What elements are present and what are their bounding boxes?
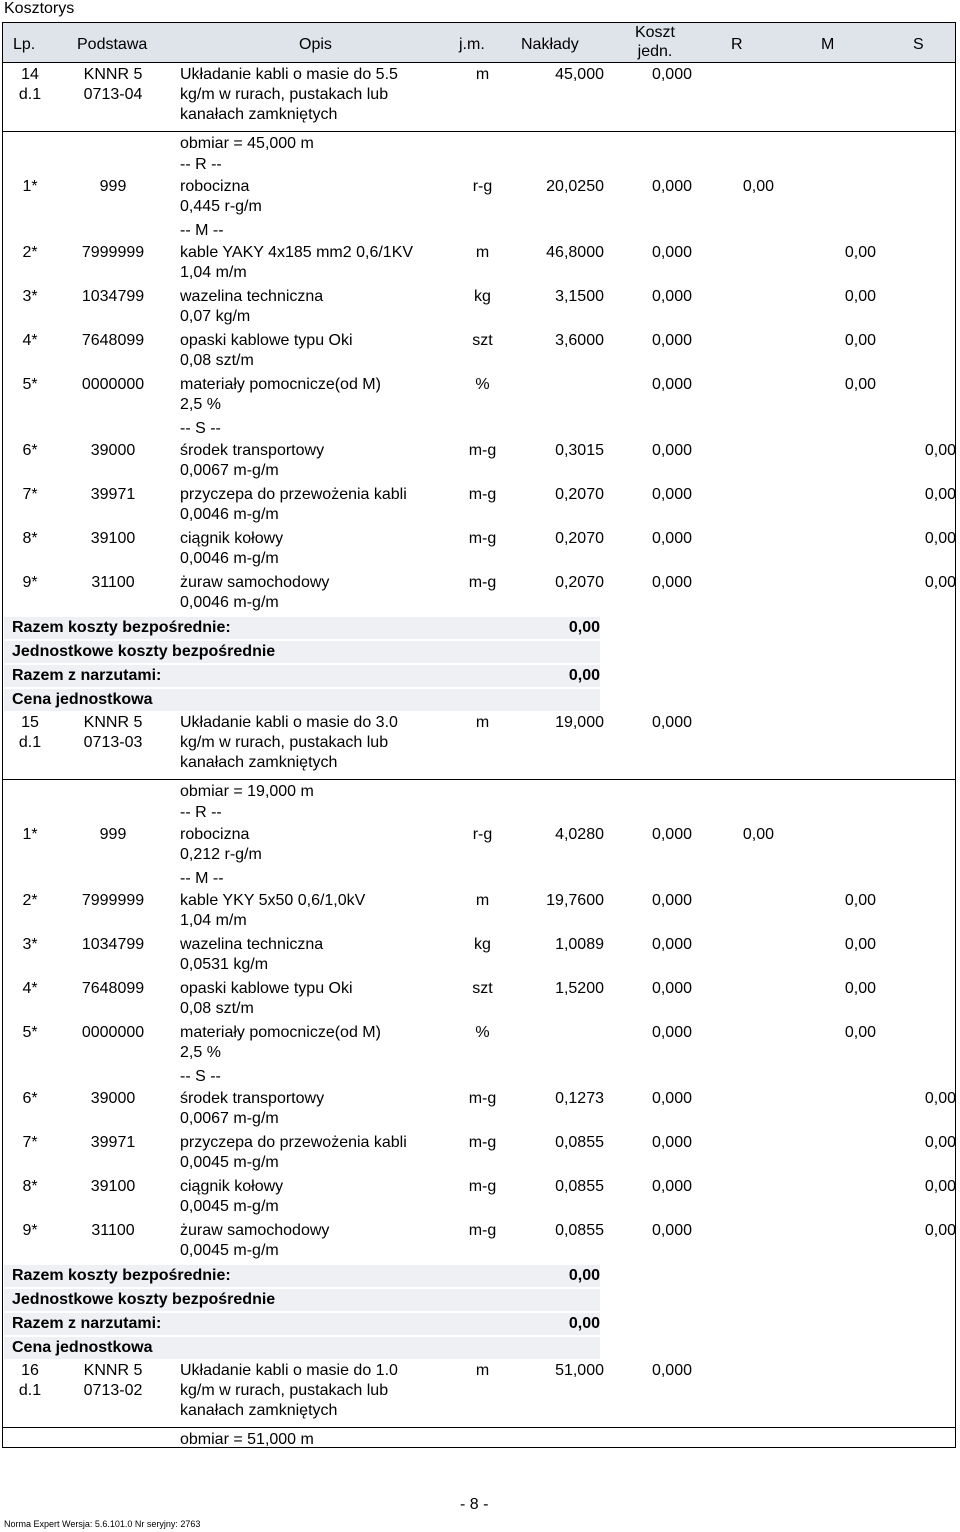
resource-description: wazelina techniczna 0,0531 kg/m	[180, 936, 324, 973]
resource-unit: szt	[472, 980, 493, 997]
header-opis: Opis	[299, 36, 332, 53]
resource-m-value: 0,00	[844, 936, 876, 953]
position-description: Układanie kabli o masie do 5.5 kg/m w rurach, pustakach lub kanałach zamkniętych	[180, 66, 398, 123]
section-label: -- M --	[180, 870, 224, 887]
resource-m-value: 0,00	[844, 892, 876, 909]
resource-unit-cost: 0,000	[651, 1090, 692, 1107]
section-label: -- S --	[180, 420, 221, 437]
position-separator	[3, 131, 955, 132]
resource-quantity: 20,0250	[546, 178, 604, 195]
resource-s-value: 0,00	[924, 574, 956, 591]
header-r: R	[731, 36, 743, 53]
position-description: Układanie kabli o masie do 3.0 kg/m w rurach, pustakach lub kanałach zamkniętych	[180, 714, 398, 771]
position-unit: m	[475, 1362, 490, 1379]
resource-description: przyczepa do przewożenia kabli 0,0046 m-g/m	[180, 486, 407, 523]
resource-lp: 4*	[22, 980, 38, 997]
unit-price-label: Cena jednostkowa	[12, 691, 153, 708]
position-separator	[3, 1427, 955, 1428]
resource-code: 39100	[90, 1178, 136, 1195]
resource-unit: m-g	[468, 1178, 497, 1195]
resource-lp: 5*	[22, 376, 38, 393]
resource-unit-cost: 0,000	[651, 178, 692, 195]
resource-code: 7648099	[81, 980, 145, 997]
resource-description: ciągnik kołowy 0,0045 m-g/m	[180, 1178, 284, 1215]
resource-m-value: 0,00	[844, 244, 876, 261]
software-footer: Norma Expert Wersja: 5.6.101.0 Nr seryjny: 2763	[4, 1519, 201, 1529]
resource-lp: 1*	[22, 178, 38, 195]
resource-unit: %	[475, 376, 490, 393]
resource-code: 39971	[90, 486, 136, 503]
position-separator	[3, 779, 955, 780]
section-label: -- S --	[180, 1068, 221, 1085]
position-lp: 16 d.1	[18, 1362, 42, 1399]
resource-description: żuraw samochodowy 0,0046 m-g/m	[180, 574, 330, 611]
document-title: Kosztorys	[4, 0, 75, 17]
header-koszt: Koszt jedn.	[634, 24, 675, 60]
resource-description: środek transportowy 0,0067 m-g/m	[180, 442, 325, 479]
resource-s-value: 0,00	[924, 1134, 956, 1151]
resource-lp: 7*	[22, 1134, 38, 1151]
resource-lp: 5*	[22, 1024, 38, 1041]
position-description: Układanie kabli o masie do 1.0 kg/m w rurach, pustakach lub kanałach zamkniętych	[180, 1362, 398, 1419]
resource-lp: 3*	[22, 936, 38, 953]
resource-code: 7999999	[81, 244, 145, 261]
resource-unit-cost: 0,000	[651, 486, 692, 503]
header-podstawa: Podstawa	[77, 36, 148, 53]
resource-unit-cost: 0,000	[651, 1134, 692, 1151]
page-number: - 8 -	[460, 1496, 489, 1513]
resource-lp: 4*	[22, 332, 38, 349]
resource-lp: 1*	[22, 826, 38, 843]
resource-r-value: 0,00	[742, 178, 774, 195]
resource-unit: m-g	[468, 1090, 497, 1107]
resource-unit: m	[475, 244, 490, 261]
resource-m-value: 0,00	[844, 980, 876, 997]
resource-unit-cost: 0,000	[651, 892, 692, 909]
resource-code: 7999999	[81, 892, 145, 909]
resource-unit-cost: 0,000	[651, 936, 692, 953]
resource-quantity: 0,0855	[555, 1222, 604, 1239]
resource-description: środek transportowy 0,0067 m-g/m	[180, 1090, 325, 1127]
resource-unit: r-g	[472, 826, 493, 843]
resource-quantity: 0,0855	[555, 1178, 604, 1195]
position-unit-cost: 0,000	[651, 1362, 692, 1379]
position-quantity: 19,000	[555, 714, 604, 731]
resource-quantity: 0,0855	[555, 1134, 604, 1151]
position-podstawa: KNNR 5 0713-04	[83, 66, 143, 103]
resource-code: 39100	[90, 530, 136, 547]
resource-code: 39971	[90, 1134, 136, 1151]
header-lp: Lp.	[13, 36, 36, 53]
resource-code: 1034799	[81, 936, 145, 953]
resource-unit-cost: 0,000	[651, 442, 692, 459]
resource-s-value: 0,00	[924, 486, 956, 503]
position-unit: m	[475, 66, 490, 83]
resource-unit-cost: 0,000	[651, 244, 692, 261]
total-with-overheads-label: Razem z narzutami:	[12, 1315, 162, 1332]
resource-lp: 3*	[22, 288, 38, 305]
measurement-text: obmiar = 19,000 m	[180, 783, 314, 800]
position-unit-cost: 0,000	[651, 714, 692, 731]
resource-description: przyczepa do przewożenia kabli 0,0045 m-g/m	[180, 1134, 407, 1171]
resource-unit-cost: 0,000	[651, 332, 692, 349]
resource-lp: 6*	[22, 442, 38, 459]
resource-lp: 8*	[22, 1178, 38, 1195]
resource-description: materiały pomocnicze(od M) 2,5 %	[180, 1024, 381, 1061]
resource-lp: 7*	[22, 486, 38, 503]
position-lp: 14 d.1	[18, 66, 42, 103]
resource-unit: szt	[472, 332, 493, 349]
resource-quantity: 19,7600	[546, 892, 604, 909]
resource-s-value: 0,00	[924, 1178, 956, 1195]
resource-quantity: 4,0280	[555, 826, 604, 843]
direct-costs-value: 0,00	[568, 1267, 600, 1284]
resource-lp: 6*	[22, 1090, 38, 1107]
resource-unit-cost: 0,000	[651, 1178, 692, 1195]
resource-quantity: 0,2070	[555, 486, 604, 503]
resource-description: kable YAKY 4x185 mm2 0,6/1KV 1,04 m/m	[180, 244, 414, 281]
resource-lp: 2*	[22, 244, 38, 261]
position-podstawa: KNNR 5 0713-02	[83, 1362, 143, 1399]
resource-m-value: 0,00	[844, 288, 876, 305]
measurement-text: obmiar = 45,000 m	[180, 135, 314, 152]
resource-unit: m-g	[468, 530, 497, 547]
section-label: -- M --	[180, 222, 224, 239]
direct-costs-value: 0,00	[568, 619, 600, 636]
resource-quantity: 1,0089	[555, 936, 604, 953]
unit-direct-costs-label: Jednostkowe koszty bezpośrednie	[12, 643, 276, 660]
resource-quantity: 3,1500	[555, 288, 604, 305]
resource-r-value: 0,00	[742, 826, 774, 843]
total-with-overheads-value: 0,00	[568, 667, 600, 684]
section-label: -- R --	[180, 156, 222, 173]
resource-unit: r-g	[472, 178, 493, 195]
resource-code: 31100	[91, 1222, 135, 1239]
resource-code: 0000000	[81, 376, 145, 393]
position-unit-cost: 0,000	[651, 66, 692, 83]
resource-quantity: 0,3015	[555, 442, 604, 459]
resource-description: wazelina techniczna 0,07 kg/m	[180, 288, 324, 325]
resource-quantity: 46,8000	[546, 244, 604, 261]
resource-unit-cost: 0,000	[651, 1222, 692, 1239]
header-naklady: Nakłady	[521, 36, 579, 53]
resource-quantity: 0,2070	[555, 574, 604, 591]
resource-unit: m-g	[468, 1134, 497, 1151]
position-quantity: 51,000	[555, 1362, 604, 1379]
resource-unit-cost: 0,000	[651, 1024, 692, 1041]
resource-code: 39000	[90, 442, 136, 459]
direct-costs-label: Razem koszty bezpośrednie:	[12, 1267, 231, 1284]
resource-s-value: 0,00	[924, 530, 956, 547]
position-quantity: 45,000	[555, 66, 604, 83]
resource-m-value: 0,00	[844, 1024, 876, 1041]
resource-quantity: 0,2070	[555, 530, 604, 547]
resource-s-value: 0,00	[924, 1222, 956, 1239]
header-jm: j.m.	[459, 36, 485, 53]
total-with-overheads-value: 0,00	[568, 1315, 600, 1332]
resource-unit: %	[475, 1024, 490, 1041]
direct-costs-label: Razem koszty bezpośrednie:	[12, 619, 231, 636]
header-s: S	[913, 36, 924, 53]
resource-description: żuraw samochodowy 0,0045 m-g/m	[180, 1222, 330, 1259]
resource-code: 7648099	[81, 332, 145, 349]
resource-description: opaski kablowe typu Oki 0,08 szt/m	[180, 980, 353, 1017]
section-label: -- R --	[180, 804, 222, 821]
resource-code: 39000	[90, 1090, 136, 1107]
resource-quantity: 3,6000	[555, 332, 604, 349]
total-with-overheads-label: Razem z narzutami:	[12, 667, 162, 684]
measurement-text: obmiar = 51,000 m	[180, 1431, 314, 1448]
resource-s-value: 0,00	[924, 442, 956, 459]
resource-unit-cost: 0,000	[651, 980, 692, 997]
resource-lp: 2*	[22, 892, 38, 909]
resource-m-value: 0,00	[844, 376, 876, 393]
resource-code: 1034799	[81, 288, 145, 305]
resource-unit-cost: 0,000	[651, 574, 692, 591]
resource-m-value: 0,00	[844, 332, 876, 349]
resource-description: opaski kablowe typu Oki 0,08 szt/m	[180, 332, 353, 369]
resource-unit-cost: 0,000	[651, 376, 692, 393]
resource-code: 999	[99, 826, 127, 843]
position-lp: 15 d.1	[18, 714, 42, 751]
resource-code: 999	[99, 178, 127, 195]
unit-price-label: Cena jednostkowa	[12, 1339, 153, 1356]
resource-unit: m-g	[468, 574, 497, 591]
header-m: M	[821, 36, 835, 53]
resource-quantity: 0,1273	[555, 1090, 604, 1107]
resource-unit: kg	[474, 936, 491, 953]
resource-code: 0000000	[81, 1024, 145, 1041]
resource-description: kable YKY 5x50 0,6/1,0kV 1,04 m/m	[180, 892, 366, 929]
resource-unit: m-g	[468, 486, 497, 503]
position-unit: m	[475, 714, 490, 731]
resource-quantity: 1,5200	[555, 980, 604, 997]
resource-description: ciągnik kołowy 0,0046 m-g/m	[180, 530, 284, 567]
table-header	[2, 22, 956, 63]
resource-lp: 8*	[22, 530, 38, 547]
resource-unit-cost: 0,000	[651, 530, 692, 547]
resource-unit: m-g	[468, 1222, 497, 1239]
resource-code: 31100	[91, 574, 135, 591]
resource-description: robocizna 0,445 r-g/m	[180, 178, 262, 215]
resource-unit: kg	[474, 288, 491, 305]
resource-description: materiały pomocnicze(od M) 2,5 %	[180, 376, 381, 413]
resource-lp: 9*	[22, 574, 38, 591]
resource-unit-cost: 0,000	[651, 288, 692, 305]
position-podstawa: KNNR 5 0713-03	[83, 714, 143, 751]
resource-unit: m-g	[468, 442, 497, 459]
resource-description: robocizna 0,212 r-g/m	[180, 826, 262, 863]
resource-unit: m	[475, 892, 490, 909]
resource-s-value: 0,00	[924, 1090, 956, 1107]
resource-unit-cost: 0,000	[651, 826, 692, 843]
unit-direct-costs-label: Jednostkowe koszty bezpośrednie	[12, 1291, 276, 1308]
resource-lp: 9*	[22, 1222, 38, 1239]
